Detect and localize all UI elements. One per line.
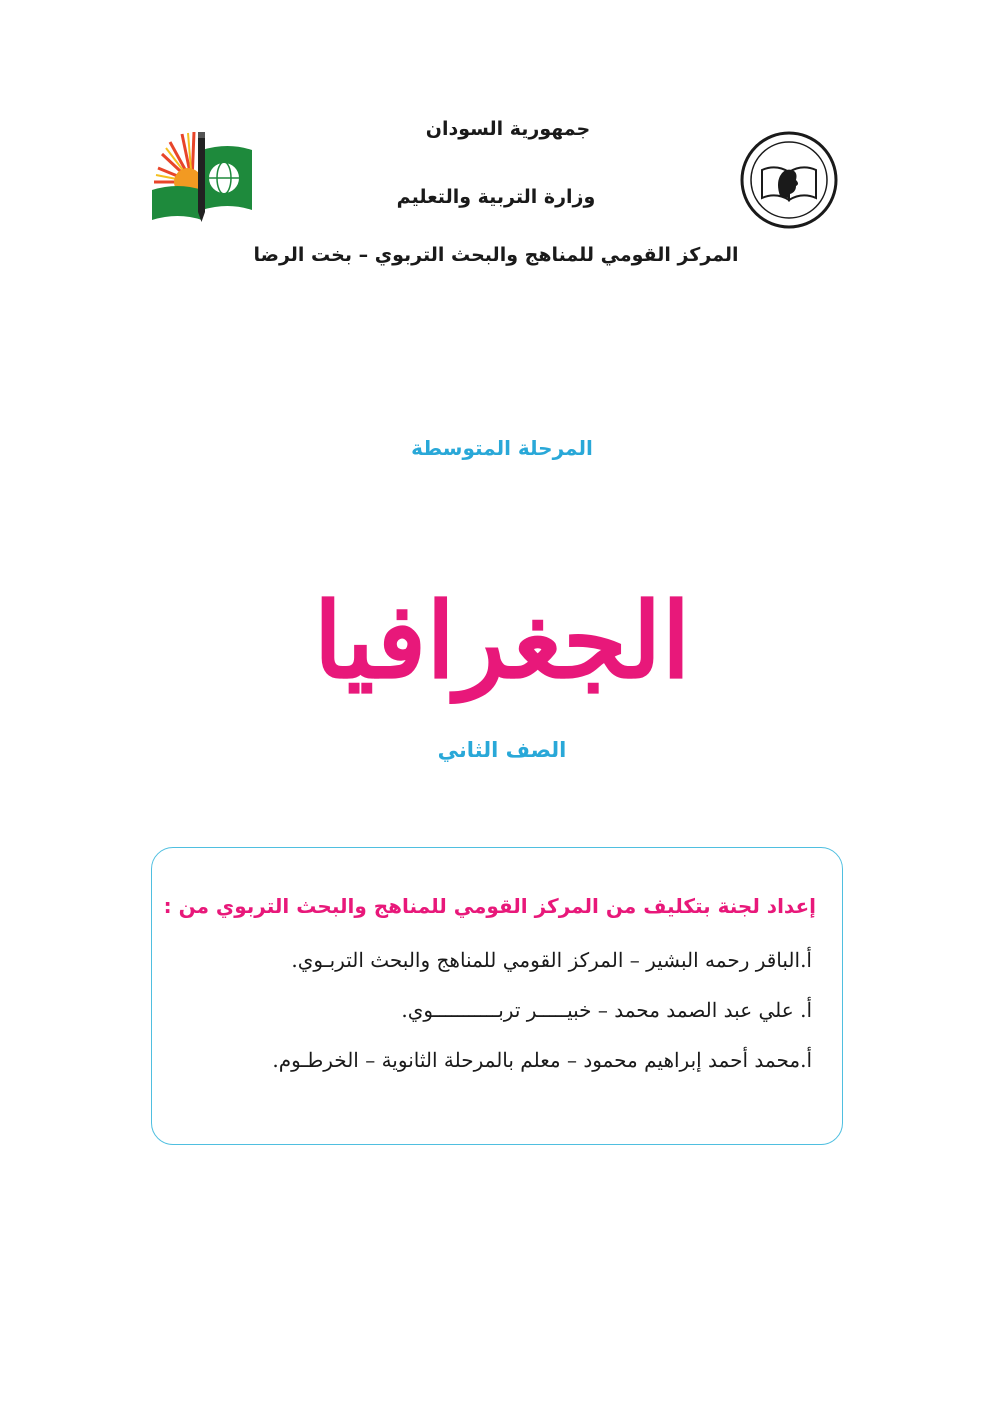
country-name: جمهورية السودان	[425, 118, 591, 140]
center-name: المركز القومي للمناهج والبحث التربوي – بخت الرضا	[253, 244, 739, 266]
ministry-name: وزارة التربية والتعليم	[396, 186, 596, 208]
committee-member: أ.الباقر رحمه البشير – المركز القومي للمناهج والبحث التربـوي.	[291, 948, 812, 972]
committee-heading: إعداد لجنة بتكليف من المركز القومي للمناهج والبحث التربوي من :	[163, 894, 816, 918]
school-stage: المرحلة المتوسطة	[411, 436, 593, 460]
grade-level: الصف الثاني	[437, 738, 567, 762]
book-title: الجغرافيا	[313, 579, 691, 702]
committee-member: أ. علي عبد الصمد محمد – خبيـــــر تربـــــــــــوي.	[401, 998, 812, 1022]
curriculum-center-seal-icon	[736, 130, 842, 230]
committee-box	[151, 847, 843, 1145]
ministry-logo-icon	[148, 128, 256, 224]
committee-member: أ.محمد أحمد إبراهيم محمود – معلم بالمرحلة الثانوية – الخرطـوم.	[272, 1048, 812, 1072]
